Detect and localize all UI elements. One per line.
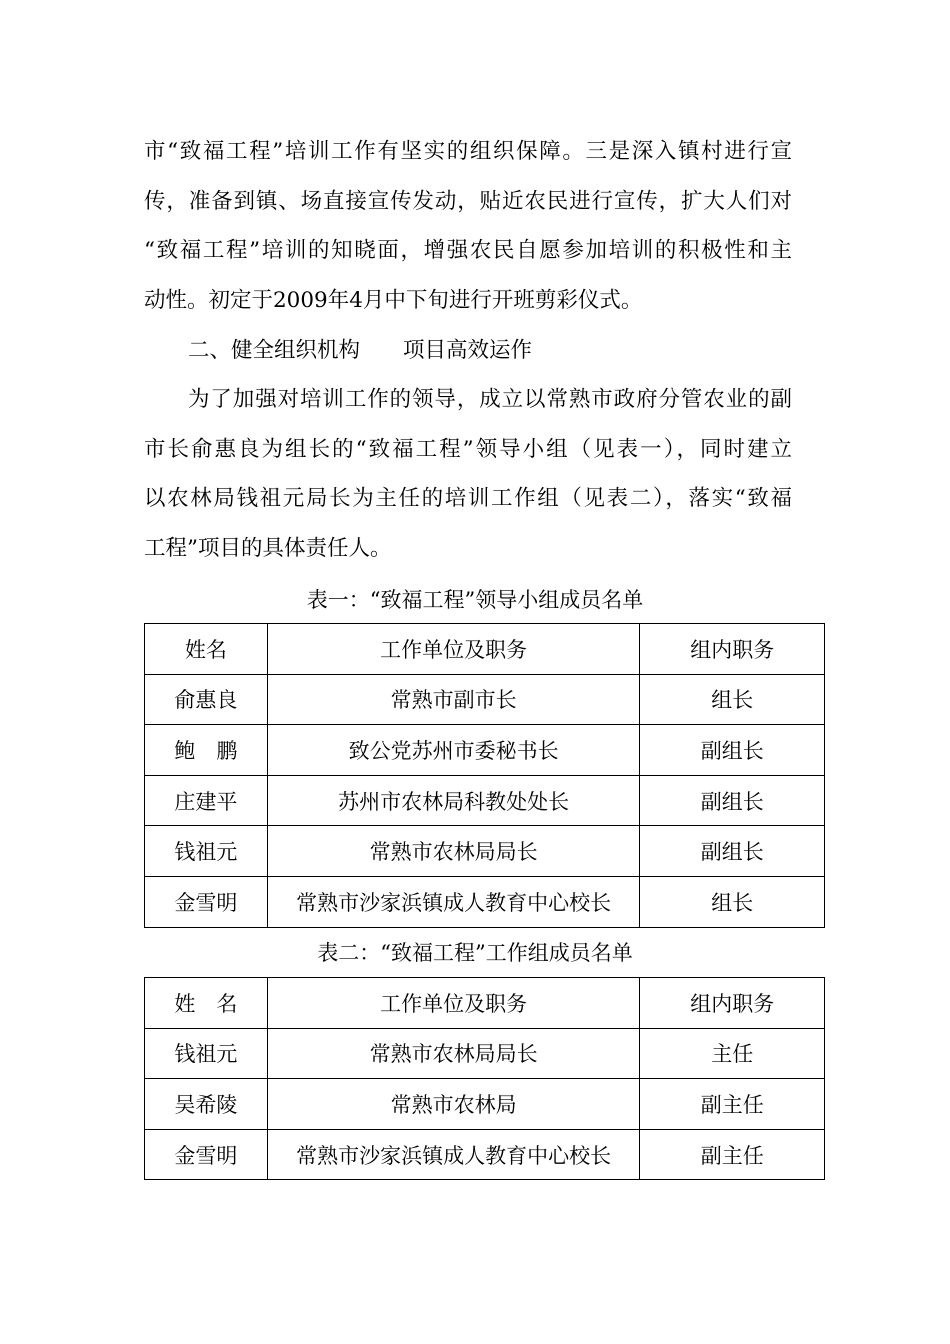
table-header-row	[145, 978, 825, 1029]
table-row	[145, 1079, 825, 1130]
cell-group-role: 组长	[640, 876, 825, 927]
cell-group-role: 副组长	[640, 826, 825, 877]
cell-unit-position: 常熟市沙家浜镇成人教育中心校长	[267, 876, 640, 927]
body-paragraph-2	[144, 375, 792, 573]
cell-name: 金雪明	[145, 876, 268, 927]
table-row	[145, 1129, 825, 1180]
cell-name: 庄建平	[145, 775, 268, 826]
paragraph-line: 市“致福工程”培训工作有坚实的组织保障。三是深入镇村进行宣	[144, 139, 792, 164]
table-row	[145, 725, 825, 776]
header-name: 姓名	[145, 624, 268, 675]
cell-unit-position: 常熟市副市长	[267, 674, 640, 725]
paragraph-line: “致福工程”培训的知晓面，增强农民自愿参加培训的积极性和主	[144, 238, 792, 263]
cell-unit-position: 常熟市农林局	[267, 1079, 640, 1130]
header-unit-position: 工作单位及职务	[267, 978, 640, 1029]
paragraph-line: 以农林局钱祖元局长为主任的培训工作组（见表二），落实“致福	[144, 486, 792, 511]
cell-group-role: 主任	[640, 1028, 825, 1079]
cell-group-role: 组长	[640, 674, 825, 725]
cell-group-role: 副组长	[640, 775, 825, 826]
cell-name: 鲍 鹏	[145, 725, 268, 776]
cell-unit-position: 致公党苏州市委秘书长	[267, 725, 640, 776]
cell-group-role: 副主任	[640, 1129, 825, 1180]
cell-name: 钱祖元	[145, 826, 268, 877]
table-row	[145, 775, 825, 826]
table1-caption: 表一：“致福工程”领导小组成员名单	[306, 588, 644, 612]
cell-name: 吴希陵	[145, 1079, 268, 1130]
working-group-table	[144, 977, 825, 1180]
header-name: 姓 名	[145, 978, 268, 1029]
cell-name: 俞惠良	[145, 674, 268, 725]
table-header-row	[145, 624, 825, 675]
table-row	[145, 876, 825, 927]
section-heading: 二、健全组织机构 项目高效运作	[188, 338, 533, 363]
table2-caption: 表二：“致福工程”工作组成员名单	[317, 941, 633, 965]
paragraph-line: 传，准备到镇、场直接宣传发动，贴近农民进行宣传，扩大人们对	[144, 188, 792, 214]
cell-name: 钱祖元	[145, 1028, 268, 1079]
paragraph-line: 市长俞惠良为组长的“致福工程”领导小组（见表一），同时建立	[144, 436, 792, 462]
header-unit-position: 工作单位及职务	[267, 624, 640, 675]
table-row	[145, 674, 825, 725]
table-row	[145, 826, 825, 877]
header-group-role: 组内职务	[640, 978, 825, 1029]
leadership-group-table	[144, 623, 825, 928]
paragraph-line: 为了加强对培训工作的领导，成立以常熟市政府分管农业的副	[188, 387, 792, 412]
cell-unit-position: 常熟市沙家浜镇成人教育中心校长	[267, 1129, 640, 1180]
table-row	[145, 1028, 825, 1079]
cell-unit-position: 常熟市农林局局长	[267, 1028, 640, 1079]
cell-unit-position: 苏州市农林局科教处处长	[267, 775, 640, 826]
paragraph-line: 工程”项目的具体责任人。	[144, 535, 392, 561]
paragraph-line: 动性。初定于2009年4月中下旬进行开班剪彩仪式。	[144, 287, 643, 313]
cell-group-role: 副主任	[640, 1079, 825, 1130]
cell-name: 金雪明	[145, 1129, 268, 1180]
body-paragraph-1	[144, 127, 792, 325]
cell-unit-position: 常熟市农林局局长	[267, 826, 640, 877]
cell-group-role: 副组长	[640, 725, 825, 776]
header-group-role: 组内职务	[640, 624, 825, 675]
